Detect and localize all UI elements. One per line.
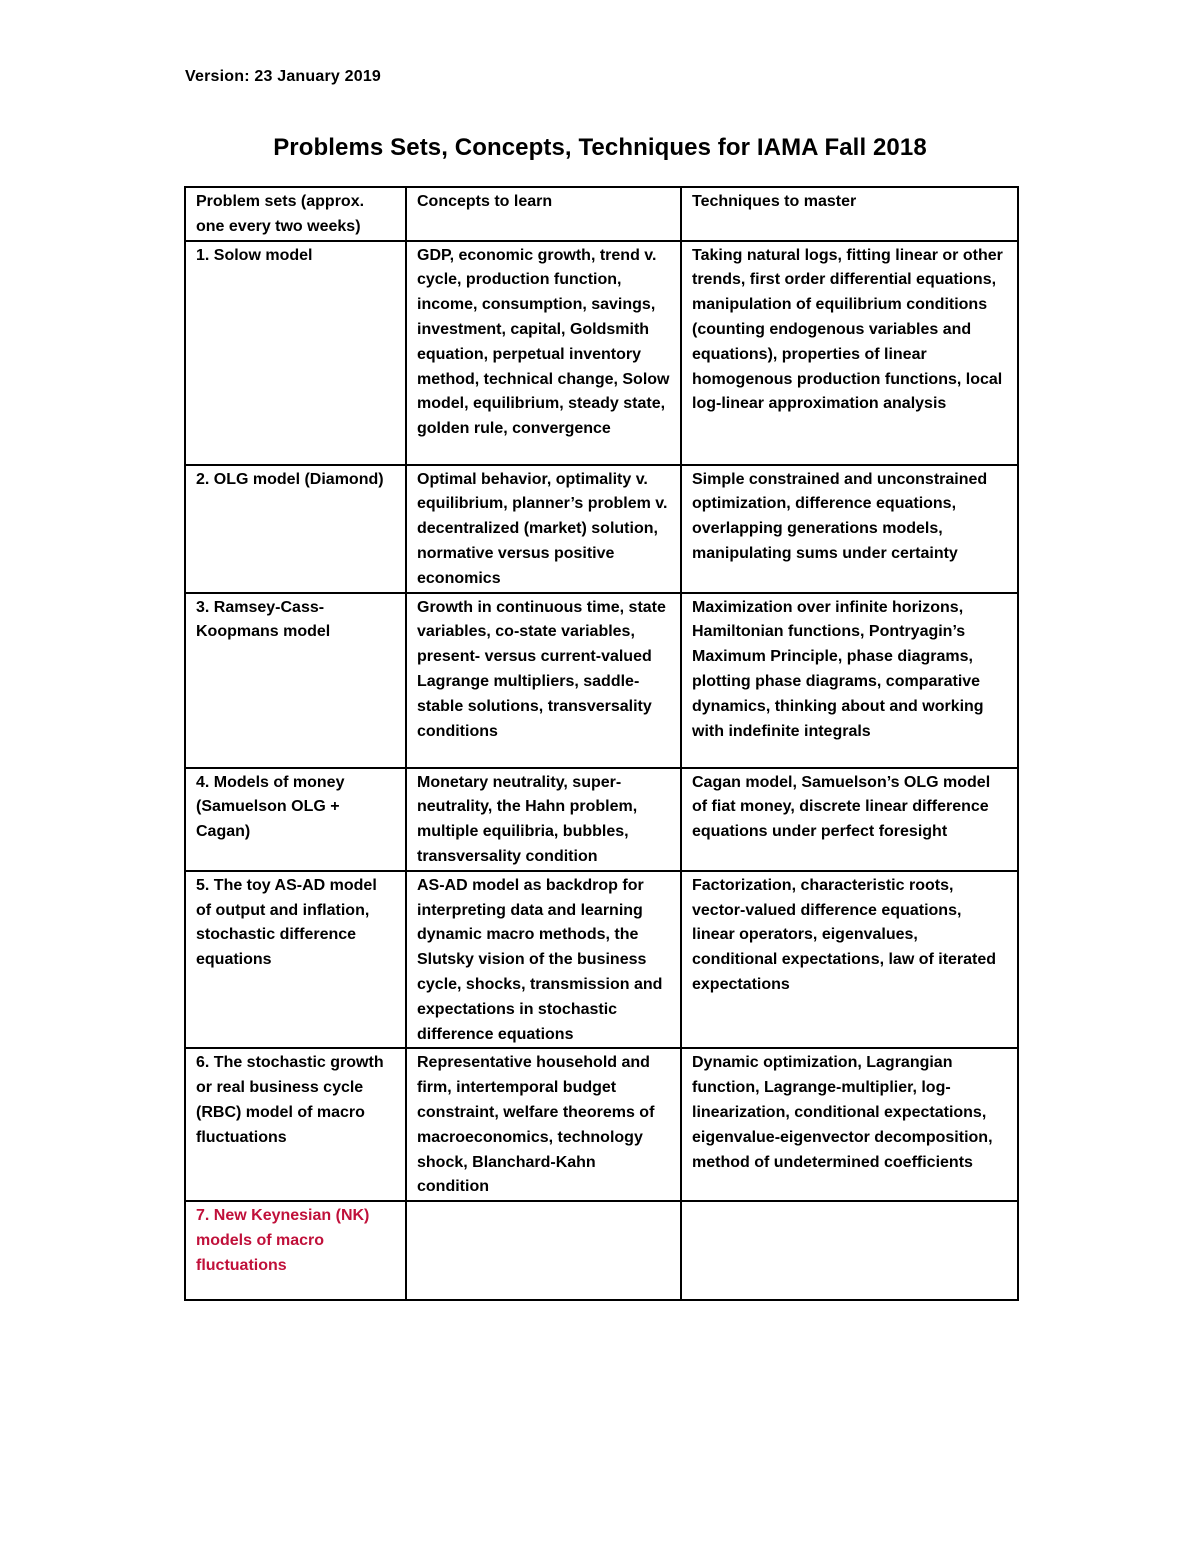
table-header-row xyxy=(185,187,1018,241)
document-title: Problems Sets, Concepts, Techniques for IAMA Fall 2018 xyxy=(273,134,927,161)
problem-cell: 6. The stochastic growth or real business cycle (RBC) model of macro fluctuations xyxy=(185,1048,406,1201)
problem-cell: 4. Models of money (Samuelson OLG + Cagan) xyxy=(185,768,406,871)
header-concepts-text: Concepts to learn xyxy=(417,193,553,210)
problem-cell: 5. The toy AS-AD model of output and inflation, stochastic difference equations xyxy=(185,871,406,1049)
concepts-cell: Monetary neutrality, super-neutrality, the Hahn problem, multiple equilibria, bubbles, transversality condition xyxy=(406,768,681,871)
problem-cell: 2. OLG model (Diamond) xyxy=(185,465,406,593)
table-row xyxy=(185,465,1018,593)
table-row xyxy=(185,1048,1018,1201)
techniques-cell: Cagan model, Samuelson’s OLG model of fiat money, discrete linear difference equations under perfect foresight xyxy=(681,768,1018,871)
techniques-cell: Factorization, characteristic roots, vector-valued difference equations, linear operators, eigenvalues, conditional expectations, law of iterated expectations xyxy=(681,871,1018,1049)
problem-cell: 3. Ramsey-Cass-Koopmans model xyxy=(185,593,406,768)
table-row xyxy=(185,241,1018,465)
problem-cell: 1. Solow model xyxy=(185,241,406,465)
header-problem-sets xyxy=(185,187,406,241)
techniques-cell: Dynamic optimization, Lagrangian function, Lagrange-multiplier, log-linearization, conditional expectations, eigenvalue-eigenvector decomposition, method of undetermined coefficients xyxy=(681,1048,1018,1201)
table-row xyxy=(185,871,1018,1049)
concepts-cell: Optimal behavior, optimality v. equilibrium, planner’s problem v. decentralized (market) solution, normative versus positive economics xyxy=(406,465,681,593)
concepts-cell xyxy=(406,1201,681,1300)
concepts-cell: AS-AD model as backdrop for interpreting data and learning dynamic macro methods, the Slutsky vision of the business cycle, shocks, transmission and expectations in stochastic difference equations xyxy=(406,871,681,1049)
header-problem-sets-text: Problem sets (approx. one every two weeks) xyxy=(196,193,365,235)
concepts-cell: Representative household and firm, intertemporal budget constraint, welfare theorems of macroeconomics, technology shock, Blanchard-Kahn condition xyxy=(406,1048,681,1201)
version-line: Version: 23 January 2019 xyxy=(185,68,382,85)
course-plan-table xyxy=(184,186,1019,1301)
problem-cell-highlighted: 7. New Keynesian (NK) models of macro fluctuations xyxy=(185,1201,406,1300)
table-row xyxy=(185,768,1018,871)
table-row xyxy=(185,593,1018,768)
header-techniques-text: Techniques to master xyxy=(692,193,857,210)
techniques-cell xyxy=(681,1201,1018,1300)
concepts-cell: GDP, economic growth, trend v. cycle, production function, income, consumption, savings, investment, capital, Goldsmith equation, perpetual inventory method, technical change, Solow model, equilibrium, steady state, golden rule, convergence xyxy=(406,241,681,465)
header-techniques xyxy=(681,187,1018,241)
techniques-cell: Simple constrained and unconstrained optimization, difference equations, overlapping generations models, manipulating sums under certainty xyxy=(681,465,1018,593)
header-concepts xyxy=(406,187,681,241)
concepts-cell: Growth in continuous time, state variables, co-state variables, present- versus current-valued Lagrange multipliers, saddle-stable solutions, transversality conditions xyxy=(406,593,681,768)
techniques-cell: Taking natural logs, fitting linear or other trends, first order differential equations, manipulation of equilibrium conditions (counting endogenous variables and equations), properties of linear homogenous production functions, local log-linear approximation analysis xyxy=(681,241,1018,465)
techniques-cell: Maximization over infinite horizons, Hamiltonian functions, Pontryagin’s Maximum Principle, phase diagrams, plotting phase diagrams, comparative dynamics, thinking about and working with indefinite integrals xyxy=(681,593,1018,768)
table-row xyxy=(185,1201,1018,1300)
